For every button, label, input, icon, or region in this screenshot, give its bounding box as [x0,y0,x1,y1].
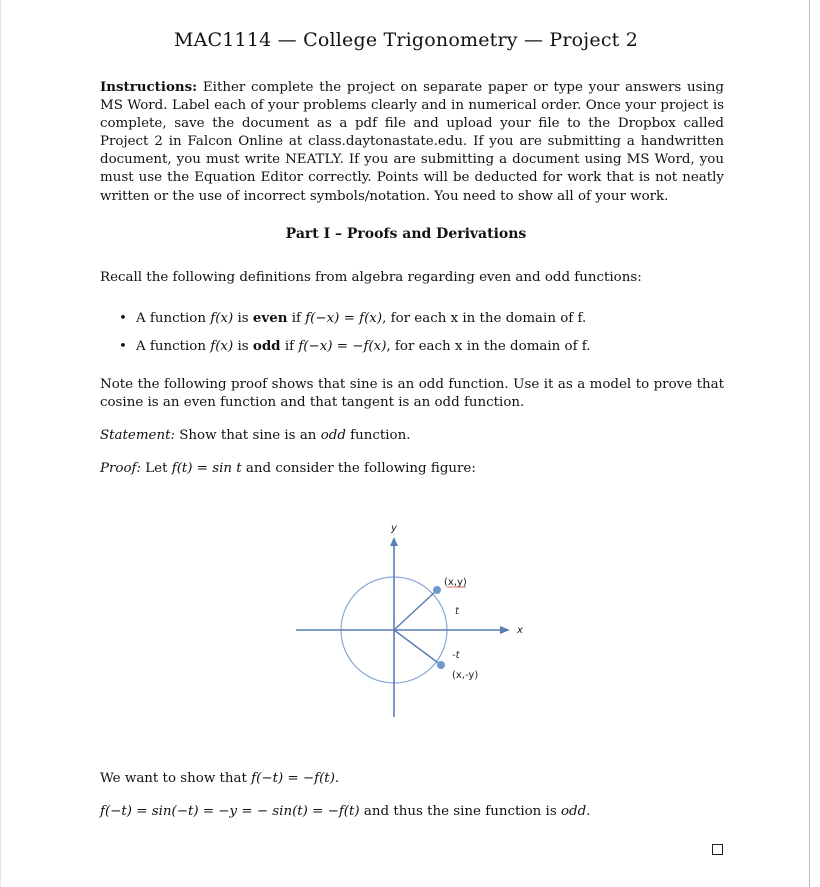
want-formula: f(−t) = −f(t) [251,771,335,786]
list-item [119,336,591,364]
bullet-formula: f(−x) = −f(x) [298,339,387,354]
instructions-text: Either complete the project on separate paper or type your answers using MS Word. Label each of your problems clearly and in numerical order. Once your project is complete, save the document as a pdf file and upload your file to the Dropbox called Project 2 in Falcon Online at class.daytonastate.edu. If you are submitting a handwritten document, you must write NEATLY. If you are submitting a document using MS Word, you must use the Equation Editor correctly. Points will be deducted for work that is not neatly written or the use of incorrect symbols/notation. You need to show all of your work. [100,80,725,204]
proof-formula: f(t) = sin t [171,461,242,476]
bullet-suffix: , for each x in the domain of f. [382,311,587,326]
bullet-suffix: , for each x in the domain of f. [386,339,591,354]
bullet-formula: f(−x) = f(x) [305,311,383,326]
page-title: MAC1114 — College Trigonometry — Project 2 [173,29,639,51]
statement-paragraph [100,427,724,445]
statement-label: Statement: [100,428,175,443]
statement-emph: odd [320,428,346,443]
want-text-a: We want to show that [100,771,252,786]
qed-square-icon [712,844,723,855]
bullet-kind: even [252,310,288,326]
want-text-b: . [334,771,340,786]
proof-text-b: and consider the following figure: [241,461,476,476]
bullet-icon: • [119,339,127,354]
bullet-func: f(x) [210,339,234,354]
angle-neg-label: -t [452,650,460,661]
y-axis-arrow-icon [390,537,398,546]
bullet-func: f(x) [210,311,234,326]
bullet-mid2: if [287,311,306,326]
bullet-prefix: A function [136,339,211,354]
instructions-label: Instructions: [100,79,198,95]
unit-circle-figure [291,515,531,725]
proof-text-a: Let [141,461,172,476]
x-axis-arrow-icon [500,626,510,634]
point-bottom [437,661,445,669]
bullet-prefix: A function [136,311,211,326]
radius-bottom [394,630,441,665]
proof-label: Proof: [100,461,142,476]
definition-list [119,308,591,364]
conclusion-text-b: . [586,804,591,819]
x-axis-label: x [517,625,523,636]
conclusion-paragraph [100,803,724,821]
angle-pos-label: t [455,606,459,617]
point-bottom-label: (x,-y) [452,670,479,681]
conclusion-formula: f(−t) = sin(−t) = −y = − sin(t) = −f(t) [100,804,360,819]
point-top [433,586,441,594]
note-paragraph: Note the following proof shows that sine is an odd function. Use it as a model to prove that cosine is an even function and that tangent is an odd function. [100,377,724,411]
list-item [119,308,591,336]
point-top-label: (x,y) [444,577,467,588]
proof-paragraph [100,460,724,478]
part-heading: Part I – Proofs and Derivations [285,226,527,242]
statement-text-b: function. [345,428,411,443]
bullet-mid1: is [233,311,253,326]
recall-paragraph: Recall the following definitions from algebra regarding even and odd functions: [100,270,642,285]
instructions-paragraph [100,78,724,206]
bullet-mid2: if [280,339,299,354]
statement-text-a: Show that sine is an [174,428,321,443]
radius-top [394,590,437,630]
want-paragraph [100,770,724,788]
conclusion-text-a: and thus the sine function is [359,804,561,819]
bullet-mid1: is [233,339,253,354]
conclusion-emph: odd [560,804,587,819]
bullet-kind: odd [252,338,281,354]
bullet-icon: • [119,311,127,326]
y-axis-label: y [391,523,397,534]
